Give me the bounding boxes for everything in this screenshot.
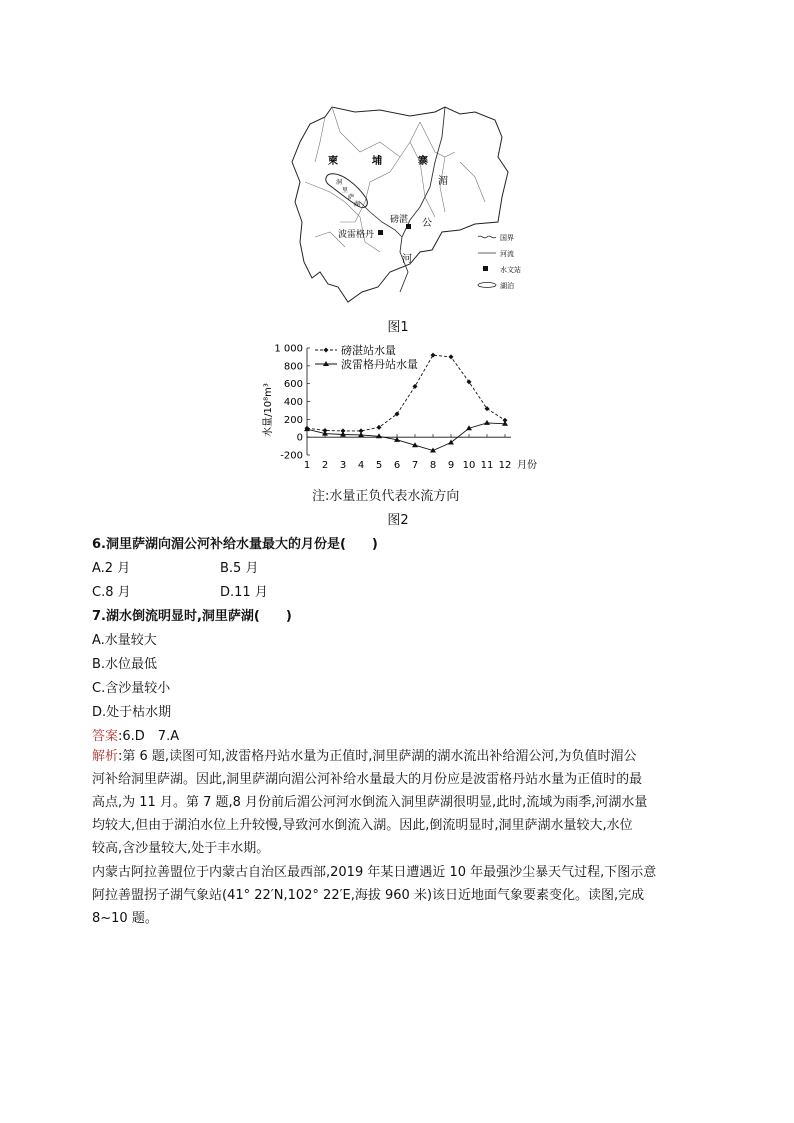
station-prek-kdam xyxy=(378,230,383,235)
legend-label: 国界 xyxy=(500,234,514,242)
y-tick-label: 600 xyxy=(283,379,303,391)
x-tick-label: 6 xyxy=(393,460,401,471)
x-tick-label: 7 xyxy=(411,460,419,471)
q6-option-b: B.5 月 xyxy=(220,561,259,576)
figure1-map xyxy=(270,102,540,307)
lake-char: 洞 xyxy=(336,179,343,186)
y-tick-label: 400 xyxy=(283,397,303,408)
q6-option-a: A.2 月 xyxy=(92,561,131,576)
x-tick-label: 4 xyxy=(357,460,365,471)
q6-option-d: D.11 月 xyxy=(220,585,268,600)
river-char: 湄 xyxy=(438,176,448,187)
legend-station-symbol xyxy=(483,266,488,271)
figure2-caption: 图2 xyxy=(387,513,409,528)
q7-option-d: D.处于枯水期 xyxy=(92,705,172,720)
station-label-prek-kdam: 波雷格丹 xyxy=(338,230,375,240)
data-point-triangle xyxy=(484,420,490,425)
y-axis-label: 水量/10⁸m³ xyxy=(263,383,274,437)
intro-line: 内蒙古阿拉善盟位于内蒙古自治区最西部,2019 年某日遭遇近 10 年最强沙尘暴天气过程,下图示意 xyxy=(92,865,657,880)
data-point-diamond xyxy=(413,384,418,389)
x-tick-label: 10 xyxy=(462,460,476,471)
question-6-stem: 6.洞里萨湖向湄公河补给水量最大的月份是( ) xyxy=(92,537,378,552)
river-char: 公 xyxy=(422,218,432,229)
q7-option-c: C.含沙量较小 xyxy=(92,681,171,696)
intro-block xyxy=(92,861,712,930)
analysis-block xyxy=(92,745,712,860)
answer-line xyxy=(92,725,179,744)
legend-marker xyxy=(324,348,329,353)
x-tick-label: 12 xyxy=(498,460,512,471)
y-tick-label: -200 xyxy=(280,450,303,462)
river-char: 河 xyxy=(402,254,412,265)
q7-option-a: A.水量较大 xyxy=(92,633,157,648)
data-point-diamond xyxy=(431,353,436,358)
map-svg xyxy=(270,102,540,307)
legend-lake-symbol xyxy=(478,283,496,288)
data-point-diamond xyxy=(449,354,454,359)
analysis-line: 均较大,但由于湖泊水位上升较慢,导致河水倒流入湖。因此,倒流明显时,洞里萨湖水量较大,水位 xyxy=(92,818,633,833)
chart-svg xyxy=(255,338,555,478)
figure2-chart xyxy=(255,338,555,478)
analysis-line: 河补给洞里萨湖。因此,洞里萨湖向湄公河补给水量最大的月份应是波雷格丹站水量为正值时的最 xyxy=(92,772,643,787)
lake-char: 湖 xyxy=(354,201,361,208)
q7-option-b: B.水位最低 xyxy=(92,657,158,672)
x-tick-label: 9 xyxy=(447,460,455,471)
analysis-line: 高点,为 11 月。第 7 题,8 月份前后湄公河河水倒流入洞里萨湖很明显,此时,流域为雨季,河湖水量 xyxy=(92,795,648,810)
data-point-diamond xyxy=(485,406,490,411)
legend-label: 波雷格丹站水量 xyxy=(341,358,418,371)
station-label-kampong-cham: 磅湛 xyxy=(390,215,409,225)
lake-char: 里 xyxy=(342,187,349,194)
x-tick-label: 3 xyxy=(339,460,347,471)
legend-label: 水文站 xyxy=(500,266,521,274)
question-7-stem: 7.湖水倒流明显时,洞里萨湖( ) xyxy=(92,609,292,624)
legend-label: 河流 xyxy=(500,250,514,258)
y-tick-label: 0 xyxy=(296,432,303,444)
intro-line: 8~10 题。 xyxy=(92,911,158,926)
legend-marker xyxy=(323,361,329,366)
figure2-note: 注:水量正负代表水流方向 xyxy=(312,489,460,504)
country-char: 柬 xyxy=(328,156,338,167)
data-point-triangle xyxy=(448,440,454,445)
y-tick-label: 1 000 xyxy=(274,343,303,355)
q6-option-c: C.8 月 xyxy=(92,585,131,600)
series-line-2 xyxy=(307,423,505,451)
country-char: 埔 xyxy=(372,156,382,167)
lake-char: 萨 xyxy=(348,194,355,201)
figure1-caption: 图1 xyxy=(387,320,409,335)
x-axis-label: 月份 xyxy=(517,460,537,471)
legend-border-symbol xyxy=(478,236,496,238)
data-point-diamond xyxy=(377,425,382,430)
x-tick-label: 5 xyxy=(375,460,383,471)
country-char: 寨 xyxy=(418,156,428,167)
analysis-label: 解析 xyxy=(92,749,119,764)
y-tick-label: 800 xyxy=(283,361,303,373)
analysis-line: 解析:第 6 题,读图可知,波雷格丹站水量为正值时,洞里萨湖的湖水流出补给湄公河,为负值时湄公 xyxy=(92,749,637,764)
answer-label: 答案 xyxy=(92,729,119,744)
country-border xyxy=(292,107,508,302)
intro-line: 阿拉善盟拐子湖气象站(41° 22′N,102° 22′E,海拔 960 米)该日近地面气象要素变化。读图,完成 xyxy=(92,888,645,903)
legend-label: 磅湛站水量 xyxy=(341,344,396,357)
x-tick-label: 8 xyxy=(429,460,437,471)
answer-text: :6.D 7.A xyxy=(118,729,180,744)
x-tick-label: 2 xyxy=(321,460,329,471)
x-tick-label: 1 xyxy=(303,460,311,471)
x-tick-label: 11 xyxy=(480,460,494,471)
legend-label: 湖泊 xyxy=(500,282,514,290)
analysis-line: 较高,含沙量较大,处于丰水期。 xyxy=(92,841,270,856)
y-tick-label: 200 xyxy=(283,414,303,426)
